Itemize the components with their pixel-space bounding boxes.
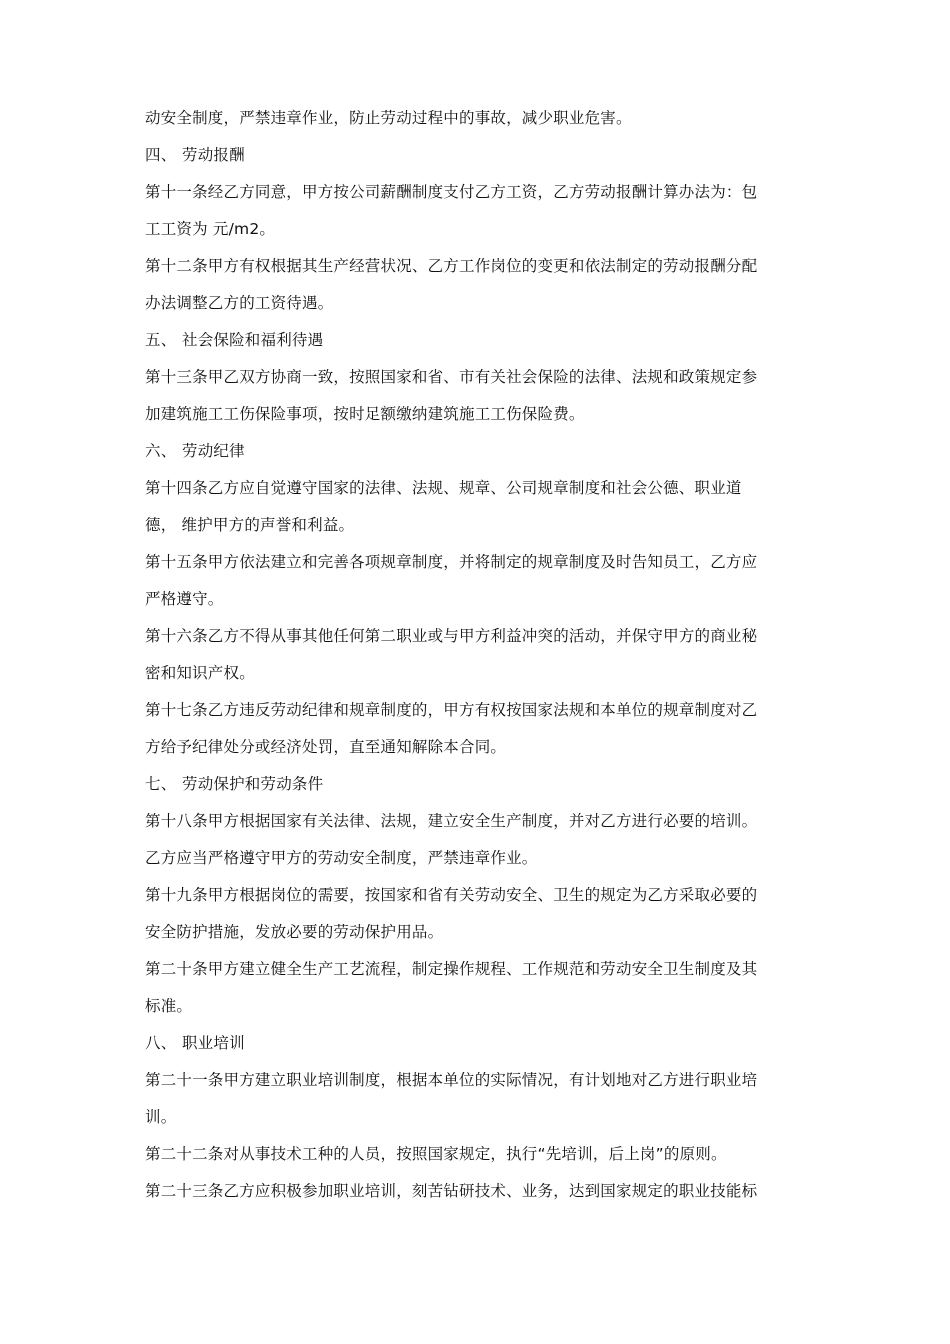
paragraph-line: 第二十二条对从事技术工种的人员，按照国家规定，执行“先培训，后上岗”的原则。 <box>145 1145 727 1163</box>
section-number: 七、 <box>145 775 177 793</box>
paragraph-line: 第十五条甲方依法建立和完善各项规章制度，并将制定的规章制度及时告知员工，乙方应 <box>145 553 758 571</box>
section-number: 四、 <box>145 146 177 164</box>
paragraph-line: 第十四条乙方应自觉遵守国家的法律、法规、规章、公司规章制度和社会公德、职业道 <box>145 479 742 497</box>
paragraph-line: 办法调整乙方的工资待遇。 <box>145 294 334 312</box>
paragraph-line: 训。 <box>145 1108 177 1126</box>
section-heading <box>145 433 825 470</box>
paragraph-line: 乙方应当严格遵守甲方的劳动安全制度，严禁违章作业。 <box>145 849 538 867</box>
paragraph-line: 第十一条经乙方同意，甲方按公司薪酬制度支付乙方工资，乙方劳动报酬计算办法为：包 <box>145 183 758 201</box>
paragraph-line: 第二十一条甲方建立职业培训制度，根据本单位的实际情况，有计划地对乙方进行职业培 <box>145 1071 758 1089</box>
paragraph-line: 密和知识产权。 <box>145 664 255 682</box>
paragraph-line: 工工资为 元/m2。 <box>145 220 276 238</box>
paragraph-line: 安全防护措施，发放必要的劳动保护用品。 <box>145 923 444 941</box>
section-heading <box>145 137 825 174</box>
section-heading <box>145 1025 825 1062</box>
paragraph-line: 第二十三条乙方应积极参加职业培训，刻苦钻研技术、业务，达到国家规定的职业技能标 <box>145 1182 758 1200</box>
paragraph-line: 第十三条甲乙双方协商一致，按照国家和省、市有关社会保险的法律、法规和政策规定参 <box>145 368 758 386</box>
section-title: 劳动纪律 <box>182 442 245 460</box>
paragraph-line: 第十六条乙方不得从事其他任何第二职业或与甲方利益冲突的活动，并保守甲方的商业秘 <box>145 627 758 645</box>
paragraph-line: 方给予纪律处分或经济处罚，直至通知解除本合同。 <box>145 738 507 756</box>
section-heading <box>145 322 825 359</box>
paragraph-line: 动安全制度，严禁违章作业，防止劳动过程中的事故，减少职业危害。 <box>145 109 632 127</box>
section-number: 五、 <box>145 331 177 349</box>
document-body <box>145 100 825 1210</box>
paragraph-line: 第十七条乙方违反劳动纪律和规章制度的，甲方有权按国家法规和本单位的规章制度对乙 <box>145 701 758 719</box>
section-number: 八、 <box>145 1034 177 1052</box>
section-number: 六、 <box>145 442 177 460</box>
paragraph-line: 第十八条甲方根据国家有关法律、法规，建立安全生产制度，并对乙方进行必要的培训。 <box>145 812 758 830</box>
paragraph-line: 加建筑施工工伤保险事项，按时足额缴纳建筑施工工伤保险费。 <box>145 405 585 423</box>
paragraph-line: 严格遵守。 <box>145 590 224 608</box>
section-title: 劳动保护和劳动条件 <box>182 775 324 793</box>
section-title: 社会保险和福利待遇 <box>182 331 324 349</box>
section-title: 职业培训 <box>182 1034 245 1052</box>
paragraph-line: 标准。 <box>145 997 193 1015</box>
section-title: 劳动报酬 <box>182 146 245 164</box>
paragraph-line: 第十九条甲方根据岗位的需要，按国家和省有关劳动安全、卫生的规定为乙方采取必要的 <box>145 886 758 904</box>
paragraph-line: 第二十条甲方建立健全生产工艺流程，制定操作规程、工作规范和劳动安全卫生制度及其 <box>145 960 758 978</box>
paragraph-line: 德， 维护甲方的声誉和利益。 <box>145 516 355 534</box>
section-heading <box>145 766 825 803</box>
paragraph-line: 第十二条甲方有权根据其生产经营状况、乙方工作岗位的变更和依法制定的劳动报酬分配 <box>145 257 758 275</box>
